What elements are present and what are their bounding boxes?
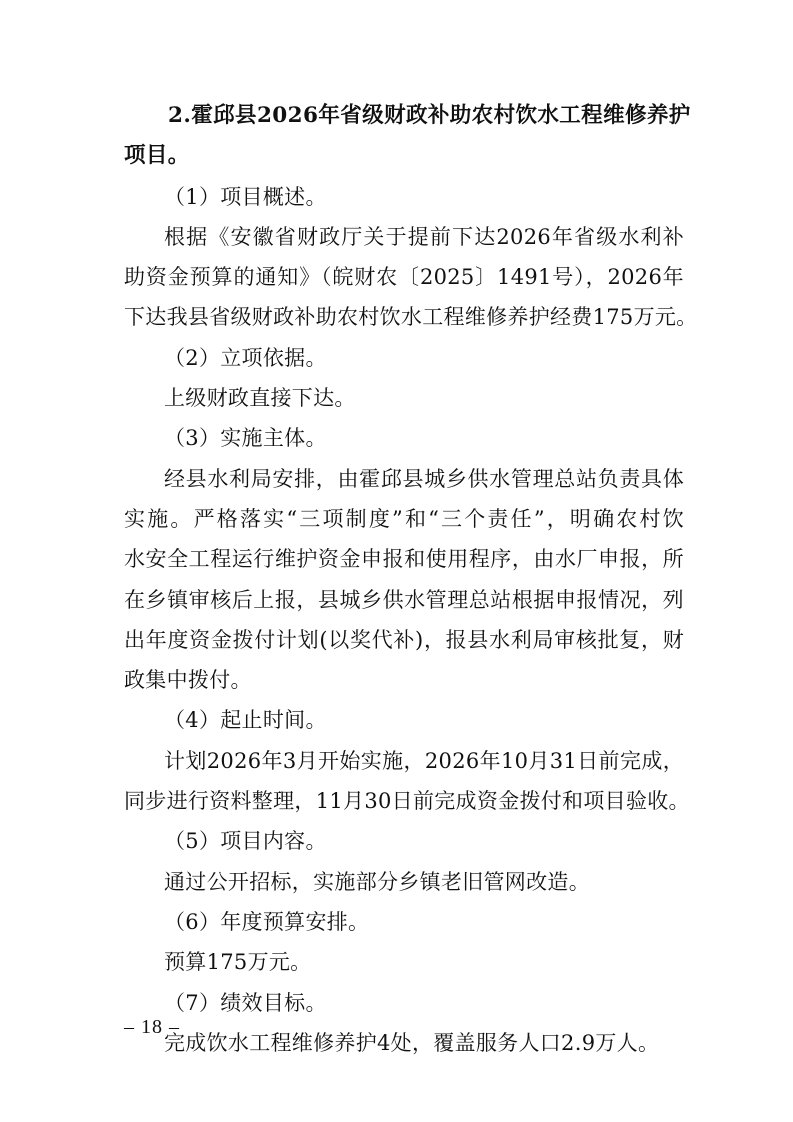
paragraph-line: 计划2026年3月开始实施，2026年10月31日前完成， <box>164 748 684 773</box>
paragraph-line: 实施。严格落实“三项制度”和“三个责任”，明确农村饮 <box>124 506 684 531</box>
paragraph-line: 助资金预算的通知》（皖财农〔2025〕1491号），2026年 <box>124 265 684 290</box>
paragraph-line: （6）年度预算安排。 <box>164 909 370 934</box>
page-number: – 18 – <box>124 1016 180 1038</box>
paragraph-line: 上级财政直接下达。 <box>164 386 356 411</box>
paragraph-line: （5）项目内容。 <box>164 829 327 854</box>
paragraph-line: （3）实施主体。 <box>164 426 327 451</box>
paragraph-line: 通过公开招标，实施部分乡镇老旧管网改造。 <box>164 869 590 894</box>
paragraph-line: 水安全工程运行维护资金申报和使用程序，由水厂申报，所 <box>124 547 684 572</box>
paragraph-line: 出年度资金拨付计划(以奖代补)，报县水利局审核批复，财 <box>124 627 684 652</box>
body-text <box>124 177 698 1064</box>
paragraph-line: 同步进行资料整理，11月30日前完成资金拨付和项目验收。 <box>124 789 690 814</box>
paragraph-line: 政集中拨付。 <box>124 668 252 693</box>
paragraph-line: （1）项目概述。 <box>164 184 327 209</box>
paragraph-line: 下达我县省级财政补助农村饮水工程维修养护经费175万元。 <box>124 305 698 330</box>
paragraph-line: 在乡镇审核后上报，县城乡供水管理总站根据申报情况，列 <box>124 587 684 612</box>
paragraph-line: （2）立项依据。 <box>164 345 327 370</box>
paragraph-line: 根据《安徽省财政厅关于提前下达2026年省级水利补 <box>164 224 684 249</box>
section-title-line-2: 项目。 <box>124 143 190 169</box>
document-body <box>124 96 698 1063</box>
paragraph-line: （4）起止时间。 <box>164 708 327 733</box>
paragraph-line: 完成饮水工程维修养护4处，覆盖服务人口2.9万人。 <box>164 1030 660 1055</box>
paragraph-line: （7）绩效目标。 <box>164 990 327 1015</box>
section-title-line-1: 2.霍邱县2026年省级财政补助农村饮水工程维修养护 <box>168 103 691 128</box>
paragraph-line: 预算175万元。 <box>164 950 312 975</box>
paragraph-line: 经县水利局安排，由霍邱县城乡供水管理总站负责具体 <box>164 466 684 491</box>
